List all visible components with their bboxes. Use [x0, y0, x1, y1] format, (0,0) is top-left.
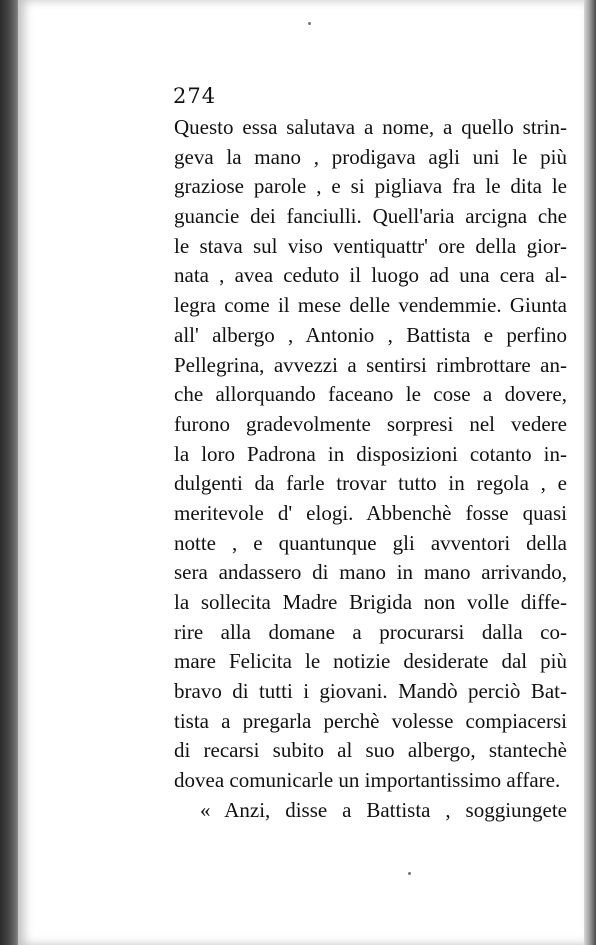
text-line: rire alla domane a procurarsi dalla co-: [174, 619, 567, 644]
text-line: all' albergo , Antonio , Battista e perfino: [174, 322, 567, 347]
text-line: meritevole d' elogi. Abbenchè fosse quasi: [174, 500, 567, 525]
text-line: Pellegrina, avvezzi a sentirsi rimbrottare an-: [174, 352, 567, 377]
text-line: la loro Padrona in disposizioni cotanto in-: [174, 441, 567, 466]
text-line: dovea comunicarle un importantissimo affare.: [174, 768, 561, 793]
scan-speck: [408, 872, 411, 875]
book-page: [18, 0, 584, 945]
text-line: sera andassero di mano in mano arrivando,: [174, 560, 567, 585]
text-line: la sollecita Madre Brigida non volle diffe-: [174, 590, 567, 614]
text-line: tista a pregarla perchè volesse compiacersi: [174, 708, 567, 733]
text-line: guancie dei fanciulli. Quell'aria arcigna che: [174, 204, 567, 229]
text-line: Questo essa salutava a nome, a quello strin-: [174, 115, 567, 139]
text-line: geva la mano , prodigava agli uni le più: [174, 144, 567, 169]
text-line: bravo di tutti i giovani. Mandò perciò Bat-: [174, 679, 567, 704]
text-line: dulgenti da farle trovar tutto in regola , e: [174, 471, 567, 496]
text-line: di recarsi subito al suo albergo, stantechè: [174, 738, 567, 763]
text-line: legra come il mese delle vendemmie. Giunta: [174, 293, 567, 318]
text-line: le stava sul viso ventiquattr' ore della gior-: [174, 233, 567, 258]
text-line: furono gradevolmente sorpresi nel vedere: [174, 411, 567, 436]
page-number: 274: [173, 84, 217, 108]
scan-speck: [308, 22, 311, 25]
text-line: nata , avea ceduto il luogo ad una cera al-: [174, 263, 567, 288]
text-line: notte , e quantunque gli avventori della: [174, 530, 567, 555]
text-line: « Anzi, disse a Battista , soggiungete: [200, 797, 567, 822]
text-line: graziose parole , e si pigliava fra le dita le: [174, 174, 567, 199]
body-text: [174, 113, 567, 826]
scan-left-edge: [0, 0, 20, 945]
text-line: mare Felicita le notizie desiderate dal più: [174, 649, 567, 674]
text-line: che allorquando faceano le cose a dovere,: [174, 382, 567, 407]
scan-right-edge: [584, 0, 596, 945]
